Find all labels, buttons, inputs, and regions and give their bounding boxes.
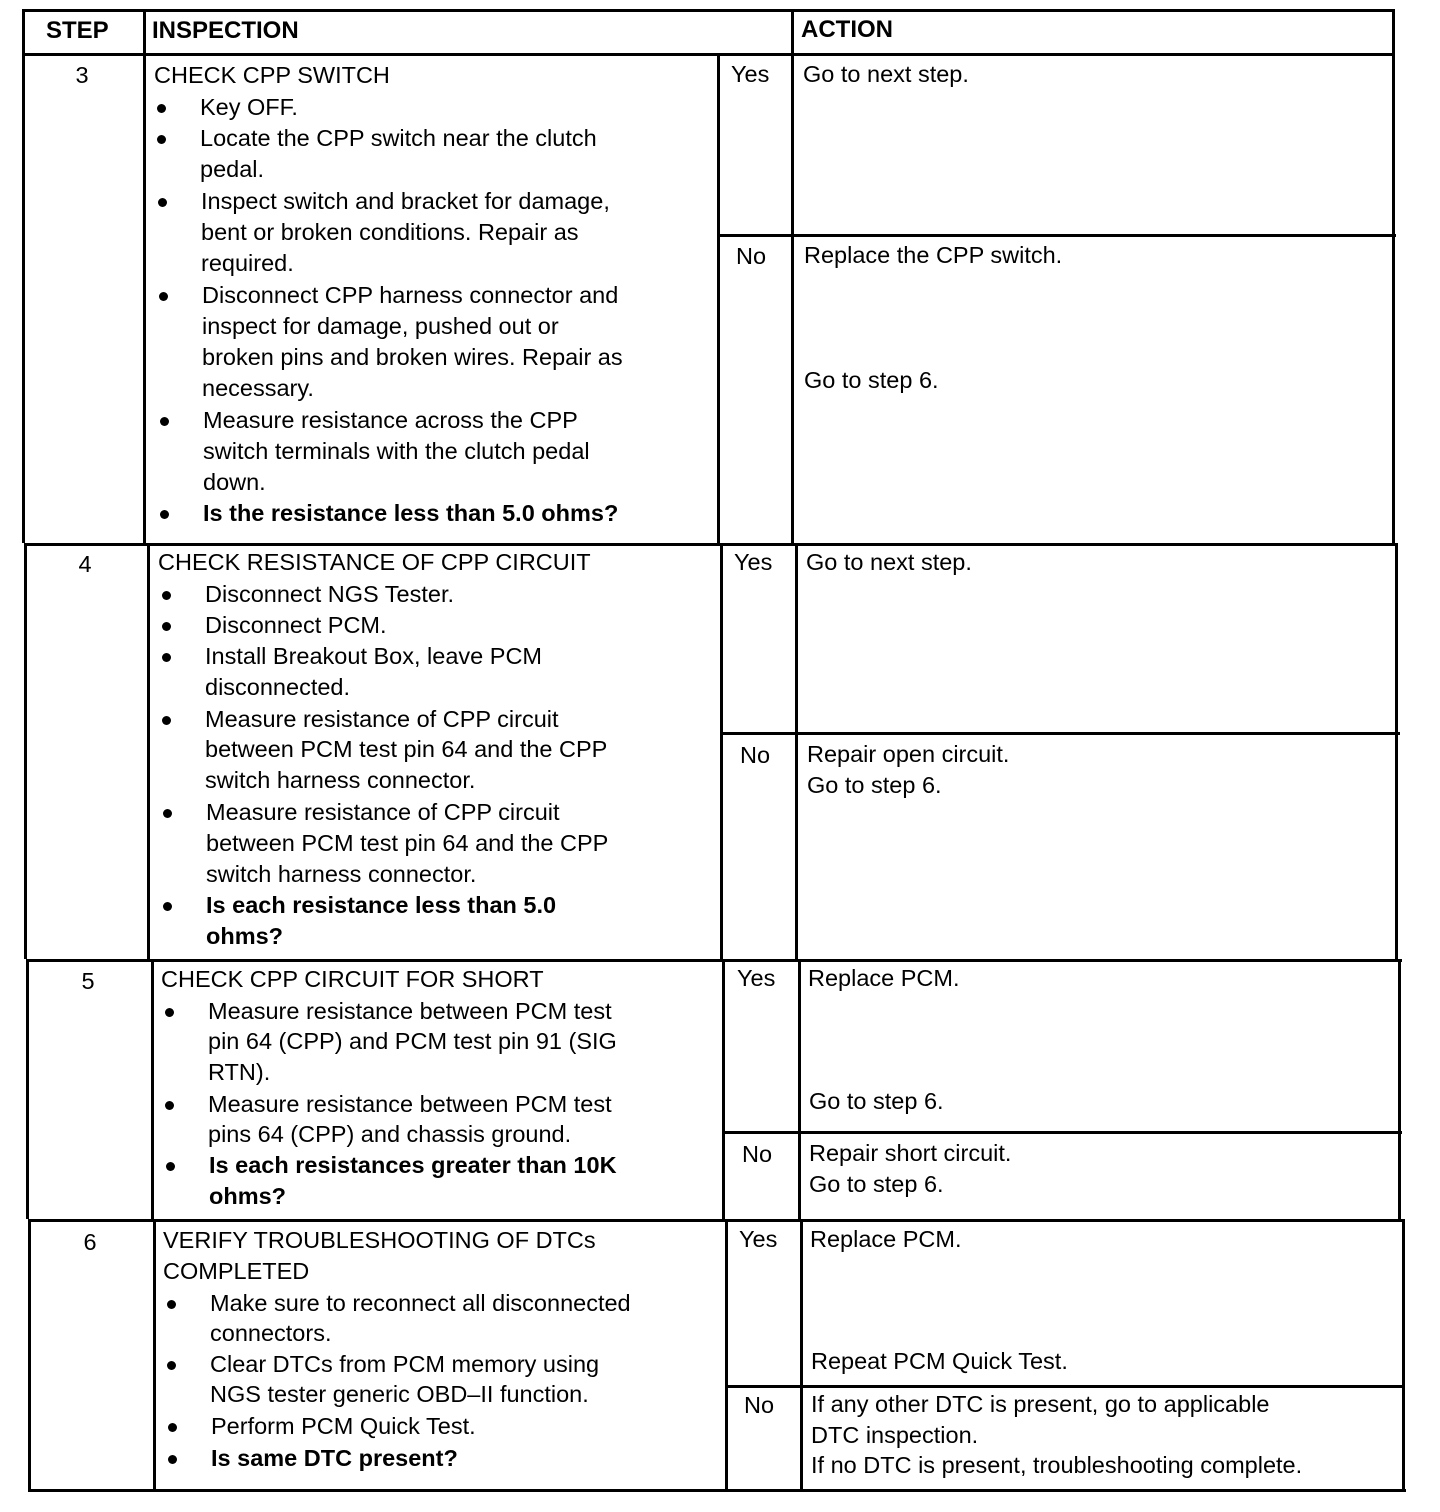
answer-column-line	[717, 55, 720, 543]
no-action: Go to step 6.	[809, 1171, 944, 1197]
bullet-icon	[167, 1361, 176, 1370]
bullet-line: switch harness connector.	[205, 767, 476, 793]
step-number: 3	[75, 62, 89, 88]
bullet-icon	[168, 1423, 177, 1432]
header-inspection: INSPECTION	[152, 17, 299, 44]
table-border-top	[22, 9, 1395, 12]
bullet-line: Install Breakout Box, leave PCM	[205, 643, 542, 669]
bullet-line: connectors.	[210, 1320, 332, 1346]
bullet-line: Inspect switch and bracket for damage,	[201, 188, 610, 214]
no-action: Replace the CPP switch.	[804, 242, 1063, 268]
yes-no-divider	[725, 1131, 1402, 1134]
yes-no-divider	[723, 732, 1400, 735]
bullet-icon	[160, 417, 169, 426]
bullet-line: Measure resistance across the CPP	[203, 407, 578, 433]
bullet-line: Clear DTCs from PCM memory using	[210, 1351, 600, 1377]
question-line: ohms?	[209, 1183, 287, 1209]
no-action: DTC inspection.	[811, 1422, 979, 1448]
bullet-line: required.	[201, 250, 294, 276]
bullet-icon	[166, 1162, 175, 1171]
step-number: 4	[78, 551, 92, 577]
step-column-line	[153, 1219, 156, 1492]
action-column-line	[798, 959, 801, 1219]
bullet-line: Make sure to reconnect all disconnected	[210, 1290, 631, 1316]
question-line: Is same DTC present?	[211, 1445, 458, 1471]
bullet-line: Perform PCM Quick Test.	[211, 1413, 476, 1439]
answer-column-line	[725, 1219, 728, 1492]
bullet-line: Measure resistance of CPP circuit	[206, 799, 560, 825]
bullet-line: necessary.	[202, 375, 314, 401]
table-border-right	[1395, 543, 1398, 959]
yes-label: Yes	[734, 549, 773, 575]
step-title: CHECK CPP SWITCH	[154, 62, 390, 88]
bullet-line: Disconnect NGS Tester.	[205, 581, 455, 607]
bullet-line: bent or broken conditions. Repair as	[201, 219, 579, 245]
table-border-left	[22, 9, 25, 543]
table-border-left	[24, 543, 27, 959]
bullet-line: Disconnect PCM.	[205, 612, 387, 638]
step-column-line	[143, 9, 146, 543]
table-border-right	[1392, 9, 1395, 543]
header-action: ACTION	[801, 16, 893, 43]
header-step: STEP	[46, 17, 109, 44]
bullet-line: pedal.	[200, 156, 265, 182]
no-action: Repair short circuit.	[809, 1140, 1012, 1166]
bullet-line: down.	[203, 469, 266, 495]
row-divider-5-6	[28, 1219, 1404, 1222]
bullet-icon	[163, 902, 172, 911]
bullet-line: Measure resistance of CPP circuit	[205, 706, 559, 732]
step-title: CHECK RESISTANCE OF CPP CIRCUIT	[158, 549, 591, 575]
yes-no-divider	[727, 1385, 1405, 1388]
bullet-line: RTN).	[208, 1059, 271, 1085]
bullet-icon	[157, 135, 166, 144]
bullet-line: Locate the CPP switch near the clutch	[200, 125, 597, 151]
no-label: No	[744, 1392, 775, 1418]
bullet-line: NGS tester generic OBD–II function.	[210, 1381, 589, 1407]
bullet-line: switch terminals with the clutch pedal	[203, 438, 590, 464]
step-title: COMPLETED	[163, 1258, 310, 1284]
bullet-icon	[167, 1300, 176, 1309]
bullet-icon	[162, 622, 171, 631]
step-title: CHECK CPP CIRCUIT FOR SHORT	[161, 966, 544, 992]
yes-action: Replace PCM.	[808, 965, 960, 991]
step-title: VERIFY TROUBLESHOOTING OF DTCs	[163, 1227, 596, 1253]
no-label: No	[740, 742, 771, 768]
yes-label: Yes	[737, 965, 776, 991]
bullet-line: switch harness connector.	[206, 861, 477, 887]
bullet-line: Measure resistance between PCM test	[208, 998, 612, 1024]
bullet-line: broken pins and broken wires. Repair as	[202, 344, 623, 370]
bullet-line: Measure resistance between PCM test	[208, 1091, 612, 1117]
step-column-line	[147, 543, 150, 959]
bullet-line: pin 64 (CPP) and PCM test pin 91 (SIG	[208, 1028, 617, 1054]
bullet-line: Key OFF.	[200, 94, 298, 120]
bullet-icon	[159, 292, 168, 301]
yes-action: Go to next step.	[803, 61, 969, 87]
no-action: Go to step 6.	[807, 772, 942, 798]
question-line: ohms?	[206, 923, 284, 949]
no-action: If any other DTC is present, go to applicable	[811, 1391, 1270, 1417]
yes-action: Go to step 6.	[809, 1088, 944, 1114]
question-line: Is the resistance less than 5.0 ohms?	[203, 500, 619, 526]
action-column-line	[791, 9, 794, 543]
answer-column-line	[722, 959, 725, 1219]
bullet-icon	[162, 653, 171, 662]
yes-no-divider	[719, 234, 1396, 237]
question-line: Is each resistances greater than 10K	[209, 1152, 617, 1178]
no-action: Go to step 6.	[804, 367, 939, 393]
table-border-left	[26, 959, 29, 1219]
bullet-icon	[168, 1455, 177, 1464]
bullet-line: between PCM test pin 64 and the CPP	[206, 830, 609, 856]
action-column-line	[795, 543, 798, 959]
bullet-icon	[165, 1101, 174, 1110]
table-border-bottom	[30, 1489, 1406, 1492]
table-border-left	[28, 1219, 31, 1492]
yes-action: Repeat PCM Quick Test.	[811, 1348, 1068, 1374]
question-line: Is each resistance less than 5.0	[206, 892, 557, 918]
bullet-icon	[162, 591, 171, 600]
bullet-icon	[162, 716, 171, 725]
yes-action: Replace PCM.	[810, 1226, 962, 1252]
row-divider-3-4	[24, 543, 1398, 546]
bullet-icon	[158, 198, 167, 207]
bullet-line: Disconnect CPP harness connector and	[202, 282, 619, 308]
yes-action: Go to next step.	[806, 549, 972, 575]
yes-label: Yes	[739, 1226, 778, 1252]
row-divider-4-5	[26, 959, 1402, 962]
bullet-line: pins 64 (CPP) and chassis ground.	[208, 1121, 572, 1147]
bullet-line: between PCM test pin 64 and the CPP	[205, 736, 608, 762]
bullet-icon	[165, 1008, 174, 1017]
bullet-line: inspect for damage, pushed out or	[202, 313, 559, 339]
bullet-icon	[163, 809, 172, 818]
step-number: 5	[81, 968, 95, 994]
step-number: 6	[83, 1229, 97, 1255]
header-divider	[22, 53, 1395, 56]
answer-column-line	[720, 543, 723, 959]
no-action: If no DTC is present, troubleshooting complete.	[811, 1452, 1303, 1478]
step-column-line	[151, 959, 154, 1219]
table-border-right	[1402, 1219, 1405, 1492]
bullet-icon	[160, 510, 169, 519]
bullet-line: disconnected.	[205, 674, 351, 700]
yes-label: Yes	[731, 61, 770, 87]
no-label: No	[742, 1141, 773, 1167]
table-border-right	[1398, 959, 1401, 1219]
no-label: No	[736, 243, 767, 269]
bullet-icon	[157, 104, 166, 113]
action-column-line	[800, 1219, 803, 1492]
no-action: Repair open circuit.	[807, 741, 1010, 767]
